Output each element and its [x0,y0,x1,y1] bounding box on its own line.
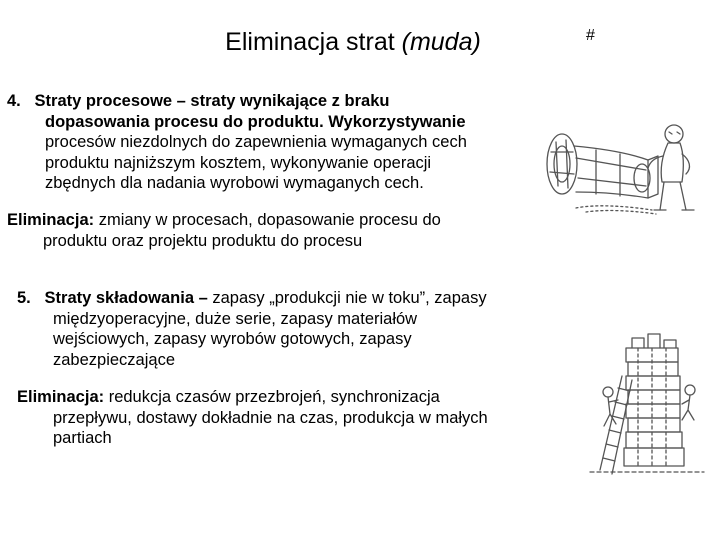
section-4-number: 4. [7,92,21,110]
slide-title-main: Eliminacja strat [225,28,402,56]
section-5-text [17,288,487,370]
section-4-text [7,91,467,194]
section-4-elim-line1: zmiany w procesach, dopasowanie procesu do [94,211,441,229]
section-4-elim-label: Eliminacja: [7,211,95,229]
section-5-line2: międzyoperacyjne, duże serie, zapasy materiałów [53,309,418,328]
section-5-elim-label: Eliminacja: [17,388,105,406]
section-5-line1: zapasy „produkcji nie w toku”, zapasy [207,289,487,307]
sketch-stacked-inventory-icon [586,328,710,478]
section-5-elim-line1: redukcja czasów przezbrojeń, synchronizacja [104,388,440,406]
section-4-elimination [7,210,441,251]
section-4-line5: zbędnych dla nadania wyrobowi wymaganych cech. [45,174,424,192]
section-4-line1: straty wynikające z braku [185,92,390,110]
section-5-line3: wejściowych, zapasy wyrobów gotowych, zapasy [53,330,412,348]
slide-title [0,27,706,57]
slide-number: # [586,27,595,44]
section-4-line3: procesów niezdolnych do zapewnienia wymaganych cech [45,133,467,151]
section-5-elim-line3: partiach [53,429,112,447]
section-5-line4: zabezpieczające [53,350,175,369]
section-5-elim-line2: przepływu, dostawy dokładnie na czas, produkcja w małych [53,408,488,427]
slide-title-italic: (muda) [401,28,481,56]
section-5-heading: Straty składowania – [44,289,208,307]
section-4-line4: produktu najniższym kosztem, wykonywanie operacji [45,153,432,172]
sketch-machine-operator-icon [536,112,704,220]
section-4-heading: Straty procesowe – [34,92,186,110]
section-5-number: 5. [17,289,31,307]
section-4-elim-line2: produktu oraz projektu produktu do procesu [43,231,363,250]
section-5-elimination [17,387,488,449]
section-4-line2: dopasowania procesu do produktu. Wykorzystywanie [45,112,466,131]
